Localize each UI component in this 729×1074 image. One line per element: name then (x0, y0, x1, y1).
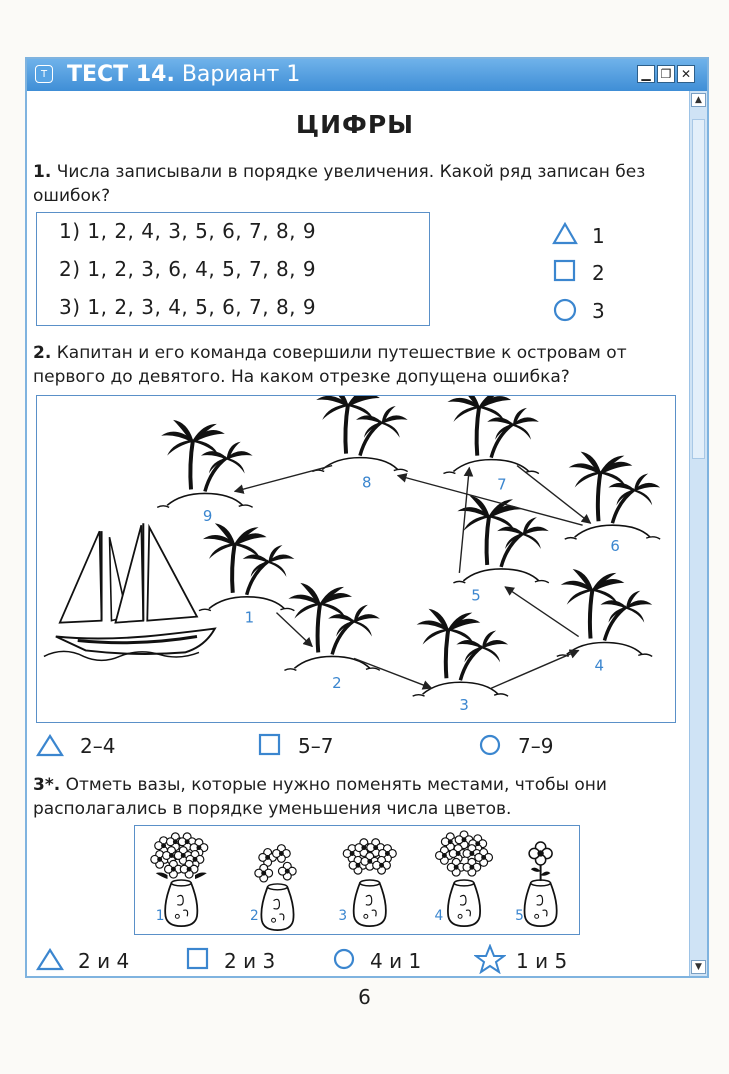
circle-icon[interactable] (478, 733, 502, 757)
question-1-number: 1. (33, 162, 52, 182)
minimize-button[interactable]: ▁ (637, 65, 655, 83)
island-4 (557, 569, 652, 656)
vase-label-5: 5 (515, 908, 524, 925)
triangle-icon[interactable] (552, 222, 578, 246)
vase-label-4: 4 (434, 908, 444, 925)
question-3-text: Отметь вазы, которые нужно поменять местами, чтобы они располагались в порядке уменьшения числа цветов. (33, 775, 607, 819)
vase-label-3: 3 (338, 908, 348, 925)
circle-icon[interactable] (552, 297, 578, 323)
vase-4[interactable] (436, 831, 493, 926)
q3-answer-4: 1 и 5 (516, 949, 568, 973)
island-label-7: 7 (497, 475, 507, 494)
island-label-3: 3 (459, 696, 469, 715)
square-icon[interactable] (258, 733, 282, 757)
question-1 (33, 160, 663, 208)
island-label-4: 4 (594, 656, 605, 675)
q3-answer-3: 4 и 1 (370, 949, 422, 973)
q1-answer-2: 2 (592, 261, 605, 285)
square-icon[interactable] (553, 259, 577, 283)
island-label-6: 6 (610, 537, 620, 556)
island-2 (284, 583, 379, 670)
vases-box (134, 825, 580, 935)
title-bold: ТЕСТ 14. (67, 62, 175, 87)
island-8 (312, 395, 407, 472)
vase-5[interactable] (524, 842, 556, 926)
island-labels (203, 473, 620, 714)
island-3 (413, 609, 508, 696)
q3-answer-1: 2 и 4 (78, 949, 130, 973)
sequence-row-2: 2) 1, 2, 3, 6, 4, 5, 7, 8, 9 (59, 257, 317, 281)
island-9 (157, 420, 252, 507)
question-3-number: 3*. (33, 775, 61, 795)
vase-2[interactable] (255, 845, 296, 930)
page-heading: ЦИФРЫ (295, 110, 415, 139)
island-label-2: 2 (332, 674, 342, 693)
vase-label-1: 1 (155, 908, 165, 925)
island-label-9: 9 (202, 507, 213, 526)
question-2 (33, 341, 663, 389)
q2-answer-2: 5–7 (298, 734, 334, 758)
q3-answer-2: 2 и 3 (224, 949, 276, 973)
island-6 (565, 452, 660, 539)
island-1 (199, 523, 294, 610)
window-title (67, 61, 300, 89)
q1-answer-3: 3 (592, 299, 605, 323)
title-bar (27, 59, 707, 91)
scroll-thumb[interactable] (692, 119, 705, 459)
circle-icon[interactable] (332, 947, 356, 971)
q2-answer-1: 2–4 (80, 734, 116, 758)
sequence-row-1: 1) 1, 2, 4, 3, 5, 6, 7, 8, 9 (59, 219, 317, 243)
vertical-scrollbar[interactable] (689, 91, 707, 976)
sailboat-icon (44, 523, 215, 660)
sequence-row-3: 3) 1, 2, 3, 4, 5, 6, 7, 8, 9 (59, 295, 317, 319)
island-label-5: 5 (471, 586, 481, 605)
scroll-down-icon[interactable]: ▼ (691, 960, 706, 974)
question-3 (33, 773, 663, 821)
triangle-icon[interactable] (36, 948, 64, 972)
question-2-text: Капитан и его команда совершили путешествие к островам от первого до девятого. На каком отрезке допущена ошибка? (33, 343, 627, 387)
island-label-1: 1 (244, 608, 255, 627)
triangle-icon[interactable] (36, 734, 64, 758)
star-icon[interactable] (474, 944, 506, 974)
q1-answer-1: 1 (592, 224, 605, 248)
vase-3[interactable] (343, 839, 396, 926)
question-2-number: 2. (33, 343, 52, 363)
restore-button[interactable]: ❐ (657, 65, 675, 83)
island-7 (443, 395, 538, 474)
question-1-text: Числа записывали в порядке увеличения. Какой ряд записан без ошибок? (33, 162, 646, 206)
vase-label-2: 2 (249, 908, 259, 925)
title-rest: Вариант 1 (174, 62, 301, 87)
route-arrows (235, 466, 591, 689)
q1-sequences-box (36, 212, 430, 326)
islands-map (36, 395, 676, 723)
close-button[interactable]: ✕ (677, 65, 695, 83)
island-label-8: 8 (361, 473, 372, 492)
square-icon[interactable] (186, 947, 210, 971)
island-5 (453, 495, 548, 582)
q2-answer-3: 7–9 (518, 734, 554, 758)
page-number: 6 (358, 985, 371, 1009)
scroll-up-icon[interactable]: ▲ (691, 93, 706, 107)
app-icon: T (35, 65, 53, 83)
